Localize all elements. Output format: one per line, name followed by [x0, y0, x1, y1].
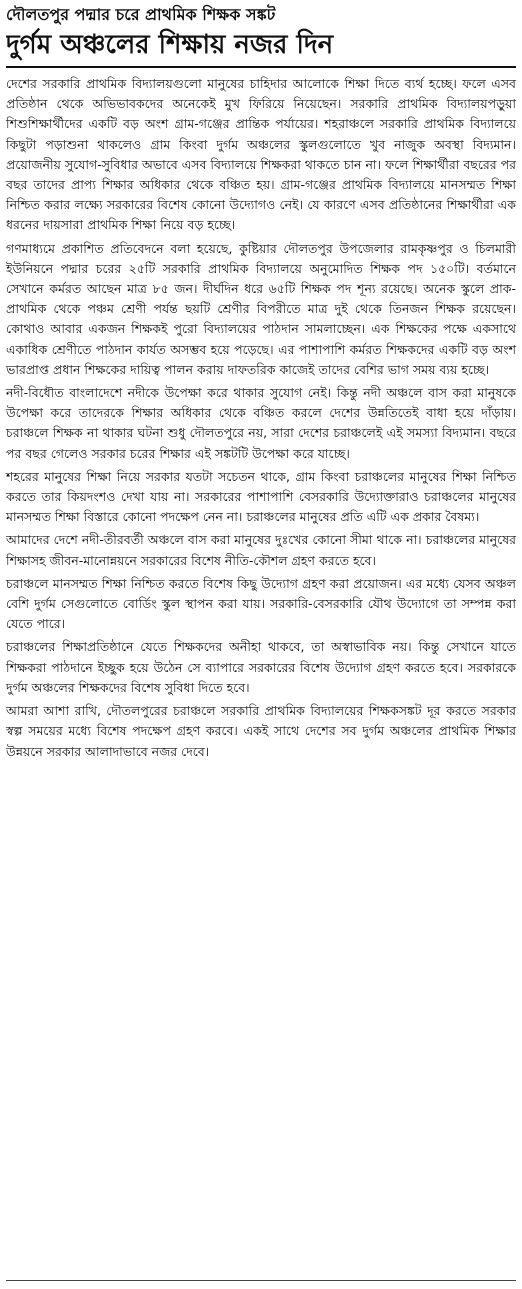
article-body [6, 74, 516, 762]
article-paragraph-5: আমাদের দেশে নদী-তীরবর্তী অঞ্চলে বাস করা মানুষের দুঃখের কোনো সীমা থাকে না। চরাঞ্চলের মানুষের শিক্ষাসহ জীবন-মানোন্নয়নে সরকারের বিশেষ নীতি-কৌশল গ্রহণ করতে হবে। [6, 532, 516, 568]
article-paragraph-4: শহরের মানুষের শিক্ষা নিয়ে সরকার যতটা সচেতন থাকে, গ্রাম কিংবা চরাঞ্চলের মানুষের শিক্ষা নিশ্চিত করতে তার কিয়দংশও দেখা যায় না। সরকারের পাশাপাশি বেসরকারি উদ্যোক্তারাও চরাঞ্চলের মানুষের মানসম্মত শিক্ষা বিস্তারে কোনো পদক্ষেপ নেন না। চরাঞ্চলের মানুষের প্রতি এটি এক প্রকার বৈষম্য। [6, 468, 516, 525]
headline-divider [6, 66, 516, 68]
article-paragraph-8: আমরা আশা রাখি, দৌতলপুরের চরাঞ্চলে সরকারি প্রাথমিক বিদ্যালয়ের শিক্ষকসঙ্কট দূর করতে সরকার স্বল্প সময়ের মধ্যে বিশেষ পদক্ষেপ গ্রহণ করবে। একই সাথে দেশের সব দুর্গম অঞ্চলের প্রাথমিক শিক্ষার উন্নয়নে সরকার আলাদাভাবে নজর দেবে। [6, 703, 516, 759]
article-paragraph-7: চরাঞ্চলের শিক্ষাপ্রতিষ্ঠানে যেতে শিক্ষকদের অনীহা থাকবে, তা অস্বাভাবিক নয়। কিন্তু সেখানে যাতে শিক্ষকরা পাঠদানে ইচ্ছুক হয়ে উঠেন সে ব্যাপারে সরকারের বিশেষ উদ্যোগ গ্রহণ করতে হবে। সরকারকে দুর্গম অঞ্চলের শিক্ষকদের বিশেষ সুবিধা দিতে হবে। [6, 639, 516, 695]
article-paragraph-1: দেশের সরকারি প্রাথমিক বিদ্যালয়গুলো মানুষের চাহিদার আলোকে শিক্ষা দিতে ব্যর্থ হচ্ছে। ফলে এসব প্রতিষ্ঠান থেকে অভিভাবকদের অনেকেই মুখ ফিরিয়ে নিয়েছেন। সরকারি প্রাথমিক বিদ্যালয়পড়ুয়া শিশুশিক্ষার্থীদের একটি বড় অংশ গ্রাম-গঞ্জের প্রান্তিক পর্যায়ের। শহরাঞ্চলে সরকারি প্রাথমিক বিদ্যালয়ে কিছুটা পড়াশুনা থাকলেও গ্রাম কিংবা দুর্গম অঞ্চলের স্কুলগুলোতে খুব নাজুক অবস্থা বিদ্যমান। প্রয়োজনীয় সুযোগ-সুবিধার অভাবে এসব বিদ্যালয়ে শিক্ষকরা থাকতে চান না। ফলে শিক্ষার্থীরা বছরের পর বছর তাদের প্রাপ্য শিক্ষার অধিকার থেকে বঞ্চিত হয়। গ্রাম-গঞ্জের প্রাথমিক বিদ্যালয়ে মানসম্মত শিক্ষা নিশ্চিত করার লক্ষ্যে সরকারের বিশেষ কোনো উদ্যোগও নেই। যে কারণে এসব প্রতিষ্ঠানের শিক্ষার্থীরা এক ধরনের দায়সারা প্রাথমিক শিক্ষা নিয়ে বড় হচ্ছে। [6, 76, 516, 233]
bottom-divider [6, 1280, 516, 1281]
article-paragraph-2: গণমাধ্যমে প্রকাশিত প্রতিবেদনে বলা হয়েছে, কুষ্টিয়ার দৌলতপুর উপজেলার রামকৃষ্ণপুর ও চিলমারী ইউনিয়নে পদ্মার চরের ২৫টি সরকারি প্রাথমিক বিদ্যালয়ে অনুমোদিত শিক্ষক পদ ১৫০টি। বর্তমানে সেখানে কর্মরত আছেন মাত্র ৮৫ জন। দীর্ঘদিন ধরে ৬৫টি শিক্ষক পদ শূন্য রয়েছে। অনেক স্কুলে প্রাক-প্রাথমিক থেকে পঞ্চম শ্রেণী পর্যন্ত ছয়টি শ্রেণীর বিপরীতে মাত্র দুই থেকে তিনজন শিক্ষক রয়েছেন। কোথাও আবার একজন শিক্ষকই পুরো বিদ্যালয়ের পাঠদান সামলাচ্ছেন। এক শিক্ষকের পক্ষে একসাথে একাধিক শ্রেণীতে পাঠদান কার্যত অসম্ভব হয়ে পড়েছে। এর পাশাপাশি কর্মরত শিক্ষকদের একটি বড় অংশ ভারপ্রাপ্ত প্রধান শিক্ষকের দায়িত্ব পালন করায় দাফতরিক কাজেই তাদের বেশির ভাগ সময় ব্যয় হচ্ছে। [6, 240, 516, 377]
article-headline: দুর্গম অঞ্চলের শিক্ষায় নজর দিন [6, 30, 334, 60]
article-paragraph-6: চরাঞ্চলে মানসম্মত শিক্ষা নিশ্চিত করতে বিশেষ কিছু উদ্যোগ গ্রহণ করা প্রয়োজন। এর মধ্যে যেসব অঞ্চল বেশি দুর্গম সেগুলোতে বোর্ডিং স্কুল স্থাপন করা যায়। সরকারি-বেসরকারি যৌথ উদ্যোগে তা সম্পন্ন করা যেতে পারে। [6, 575, 516, 632]
article-paragraph-3: নদী-বিধৌত বাংলাদেশে নদীকে উপেক্ষা করে থাকার সুযোগ নেই। কিন্তু নদী অঞ্চলে বাস করা মানুষকে উপেক্ষা করে তাদেরকে শিক্ষার অধিকার থেকে বঞ্চিত করলে দেশের উন্নতিতেই বাধা হয়ে দাঁড়ায়। চরাঞ্চলে শিক্ষক না থাকার ঘটনা শুধু দৌলতপুরে নয়, সারা দেশের চরাঞ্চলেই এই সমস্যা বিদ্যমান। বছরে পর বছর গেলেও সরকার চরের শিক্ষার এই সঙ্কটটি উপেক্ষা করে যাচ্ছে। [6, 385, 516, 461]
article-kicker: দৌলতপুর পদ্মার চরে প্রাথমিক শিক্ষক সঙ্কট [6, 5, 276, 24]
